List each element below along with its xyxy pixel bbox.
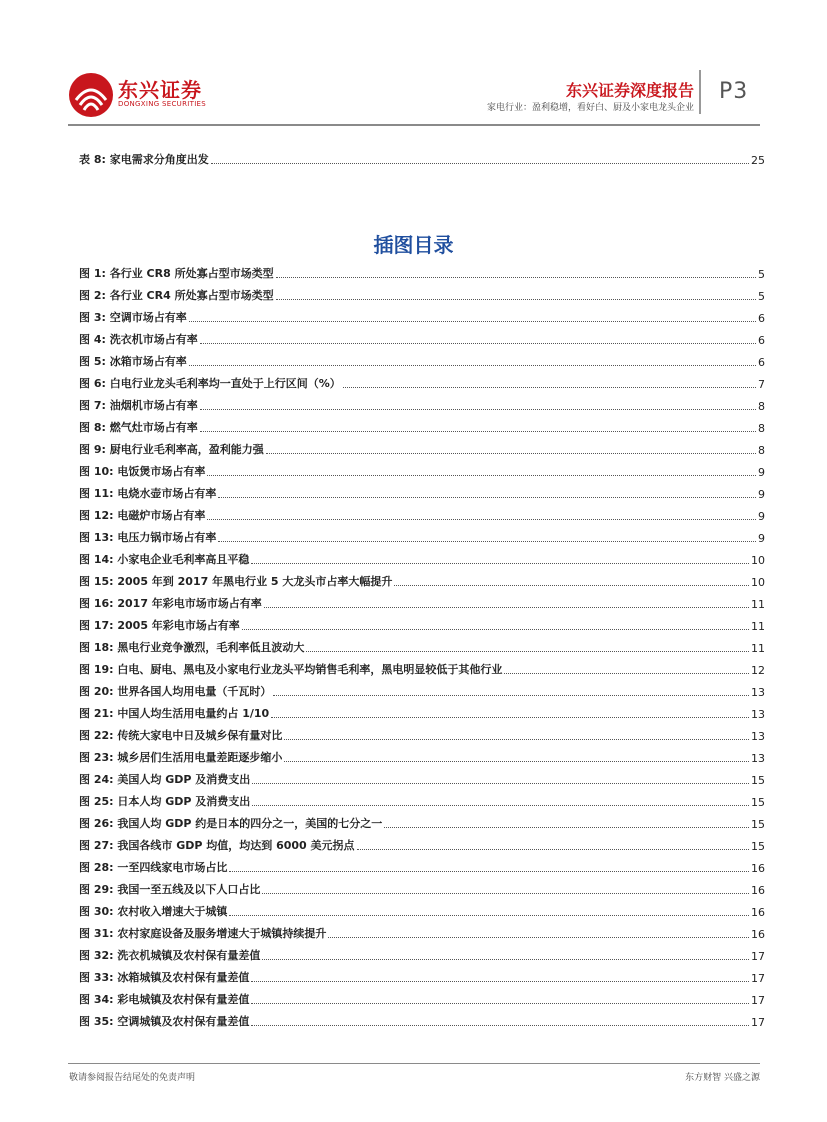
logo-chinese-name: 东兴证券 <box>118 78 202 102</box>
toc-entry-page: 15 <box>751 840 765 853</box>
toc-entry-page: 9 <box>758 510 765 523</box>
toc-figure-entry[interactable] <box>79 947 765 963</box>
toc-leader-dots <box>218 496 756 498</box>
toc-entry-page: 12 <box>751 664 765 677</box>
toc-entry-page: 11 <box>751 642 765 655</box>
toc-leader-dots <box>328 936 749 938</box>
footer-disclaimer: 敬请参阅报告结尾处的免责声明 <box>69 1073 196 1083</box>
toc-figure-entry[interactable] <box>79 991 765 1007</box>
figures-section-title: 插图目录 <box>373 233 454 257</box>
toc-leader-dots <box>200 430 756 432</box>
toc-figure-entry[interactable] <box>79 287 765 303</box>
toc-entry-label: 图 4: 洗衣机市场占有率 <box>79 333 198 346</box>
toc-entry-page: 17 <box>751 1016 765 1029</box>
toc-leader-dots <box>229 914 749 916</box>
toc-entry-label: 图 2: 各行业 CR4 所处寡占型市场类型 <box>79 289 274 302</box>
toc-figure-entry[interactable] <box>79 793 765 809</box>
toc-leader-dots <box>251 1002 749 1004</box>
toc-entry-page: 6 <box>758 312 765 325</box>
toc-entry-label: 图 16: 2017 年彩电市场市场占有率 <box>79 597 262 610</box>
toc-entry-label: 图 22: 传统大家电中日及城乡保有量对比 <box>79 729 283 742</box>
page-number: P3 <box>719 79 749 104</box>
toc-entry-label: 图 33: 冰箱城镇及农村保有量差值 <box>79 971 250 984</box>
toc-entry-page: 16 <box>751 862 765 875</box>
logo-english-name: DONGXING SECURITIES <box>118 100 207 108</box>
toc-leader-dots <box>251 980 749 982</box>
toc-leader-dots <box>357 848 749 850</box>
toc-leader-dots <box>273 694 749 696</box>
toc-figure-entry[interactable] <box>79 727 765 743</box>
toc-entry-page: 5 <box>758 290 765 303</box>
toc-entry-label: 图 10: 电饭煲市场占有率 <box>79 465 206 478</box>
toc-figure-entry[interactable] <box>79 331 765 347</box>
toc-leader-dots <box>384 826 749 828</box>
toc-entry-label: 图 34: 彩电城镇及农村保有量差值 <box>79 993 250 1006</box>
toc-figure-entry[interactable] <box>79 485 765 501</box>
toc-entry-label: 图 23: 城乡居们生活用电量差距逐步缩小 <box>79 751 283 764</box>
toc-entry-page: 7 <box>758 378 765 391</box>
toc-entry-page: 16 <box>751 884 765 897</box>
toc-entry-label: 图 32: 洗衣机城镇及农村保有量差值 <box>79 949 261 962</box>
toc-figure-entry[interactable] <box>79 859 765 875</box>
toc-leader-dots <box>252 782 749 784</box>
toc-entry-page: 17 <box>751 972 765 985</box>
toc-leader-dots <box>252 804 749 806</box>
toc-figure-entry[interactable] <box>79 595 765 611</box>
toc-figure-entry[interactable] <box>79 463 765 479</box>
toc-entry-label: 图 30: 农村收入增速大于城镇 <box>79 905 228 918</box>
toc-entry-label: 图 24: 美国人均 GDP 及消费支出 <box>79 773 251 786</box>
toc-entry-label: 图 25: 日本人均 GDP 及消费支出 <box>79 795 251 808</box>
toc-entry-page: 13 <box>751 686 765 699</box>
toc-leader-dots <box>200 408 756 410</box>
toc-leader-dots <box>251 562 749 564</box>
toc-leader-dots <box>276 298 756 300</box>
toc-figure-entry[interactable] <box>79 529 765 545</box>
toc-entry-page: 11 <box>751 598 765 611</box>
toc-leader-dots <box>200 342 756 344</box>
toc-figure-entry[interactable] <box>79 419 765 435</box>
toc-figure-entry[interactable] <box>79 815 765 831</box>
report-title: 东兴证券深度报告 <box>565 81 694 100</box>
toc-entry-label: 图 27: 我国各线市 GDP 均值，均达到 6000 美元拐点 <box>79 839 355 852</box>
footer-slogan: 东方财智 兴盛之源 <box>685 1073 760 1083</box>
toc-entry-page: 5 <box>758 268 765 281</box>
header-rule <box>68 124 760 126</box>
toc-entry-label: 图 26: 我国人均 GDP 约是日本的四分之一，美国的七分之一 <box>79 817 383 830</box>
toc-figure-entry[interactable] <box>79 881 765 897</box>
toc-entry-page: 9 <box>758 532 765 545</box>
toc-figure-entry[interactable] <box>79 683 765 699</box>
toc-leader-dots <box>262 958 749 960</box>
toc-entry-page: 8 <box>758 400 765 413</box>
toc-entry-page: 17 <box>751 994 765 1007</box>
toc-entry-label: 表 8: 家电需求分角度出发 <box>79 153 209 166</box>
toc-figure-entry[interactable] <box>79 617 765 633</box>
toc-entry-page: 10 <box>751 576 765 589</box>
toc-entry-page: 6 <box>758 356 765 369</box>
toc-entry-page: 8 <box>758 422 765 435</box>
toc-entry-label: 图 35: 空调城镇及农村保有量差值 <box>79 1015 250 1028</box>
company-logo <box>68 72 208 116</box>
footer-rule <box>68 1063 760 1064</box>
toc-leader-dots <box>284 760 749 762</box>
toc-figure-entry[interactable] <box>79 771 765 787</box>
toc-leader-dots <box>251 1024 749 1026</box>
toc-entry-page: 8 <box>758 444 765 457</box>
toc-entry-page: 15 <box>751 774 765 787</box>
toc-figure-entry[interactable] <box>79 661 765 677</box>
toc-figure-entry[interactable] <box>79 353 765 369</box>
toc-leader-dots <box>207 474 756 476</box>
toc-entry-label: 图 14: 小家电企业毛利率高且平稳 <box>79 553 250 566</box>
toc-leader-dots <box>189 364 756 366</box>
toc-entry-label: 图 28: 一至四线家电市场占比 <box>79 861 228 874</box>
toc-entry-label: 图 31: 农村家庭设备及服务增速大于城镇持续提升 <box>79 927 327 940</box>
toc-leader-dots <box>306 650 749 652</box>
toc-figure-entry[interactable] <box>79 903 765 919</box>
toc-figure-entry[interactable] <box>79 397 765 413</box>
toc-leader-dots <box>264 606 749 608</box>
toc-entry-label: 图 17: 2005 年彩电市场占有率 <box>79 619 240 632</box>
toc-entry-page: 15 <box>751 796 765 809</box>
toc-entry-label: 图 19: 白电、厨电、黑电及小家电行业龙头平均销售毛利率，黑电明显较低于其他行业 <box>79 663 503 676</box>
toc-figure-entry[interactable] <box>79 749 765 765</box>
toc-figure-entry[interactable] <box>79 265 765 281</box>
dongxing-logo-icon <box>68 72 114 118</box>
toc-figure-entry[interactable] <box>79 573 765 589</box>
toc-entry-label: 图 11: 电烧水壶市场占有率 <box>79 487 217 500</box>
toc-figure-entry[interactable] <box>79 639 765 655</box>
toc-entry-label: 图 20: 世界各国人均用电量（千瓦时） <box>79 685 272 698</box>
toc-leader-dots <box>343 386 756 388</box>
toc-entry-label: 图 9: 厨电行业毛利率高，盈利能力强 <box>79 443 264 456</box>
toc-entry-page: 13 <box>751 708 765 721</box>
toc-figure-entry[interactable] <box>79 507 765 523</box>
toc-leader-dots <box>394 584 749 586</box>
toc-entry-label: 图 12: 电磁炉市场占有率 <box>79 509 206 522</box>
toc-leader-dots <box>266 452 756 454</box>
toc-entry-page: 9 <box>758 488 765 501</box>
toc-entry-label: 图 18: 黑电行业竞争激烈，毛利率低且波动大 <box>79 641 305 654</box>
toc-figure-entry[interactable] <box>79 551 765 567</box>
toc-entry-page: 15 <box>751 818 765 831</box>
header-divider <box>699 70 701 114</box>
toc-leader-dots <box>276 276 756 278</box>
toc-entry-label: 图 13: 电压力锅市场占有率 <box>79 531 217 544</box>
toc-entry-label: 图 7: 油烟机市场占有率 <box>79 399 198 412</box>
toc-leader-dots <box>207 518 756 520</box>
toc-entry-label: 图 3: 空调市场占有率 <box>79 311 187 324</box>
toc-entry-label: 图 21: 中国人均生活用电量约占 1/10 <box>79 707 270 720</box>
toc-leader-dots <box>242 628 749 630</box>
toc-figure-entry[interactable] <box>79 969 765 985</box>
toc-figure-entry[interactable] <box>79 925 765 941</box>
toc-entry-page: 17 <box>751 950 765 963</box>
toc-figure-entry[interactable] <box>79 375 765 391</box>
toc-entry-page: 25 <box>751 154 765 167</box>
toc-entry-page: 10 <box>751 554 765 567</box>
toc-leader-dots <box>284 738 749 740</box>
toc-entry-label: 图 29: 我国一至五线及以下人口占比 <box>79 883 261 896</box>
toc-entry-page: 16 <box>751 928 765 941</box>
toc-figure-entry[interactable] <box>79 441 765 457</box>
toc-entry-page: 13 <box>751 752 765 765</box>
toc-leader-dots <box>262 892 749 894</box>
toc-entry-label: 图 5: 冰箱市场占有率 <box>79 355 187 368</box>
toc-leader-dots <box>504 672 749 674</box>
toc-entry-label: 图 1: 各行业 CR8 所处寡占型市场类型 <box>79 267 274 280</box>
toc-figure-entry[interactable] <box>79 837 765 853</box>
report-subtitle: 家电行业：盈利稳增，看好白、厨及小家电龙头企业 <box>486 103 694 113</box>
toc-figure-entry[interactable] <box>79 705 765 721</box>
toc-entry-page: 9 <box>758 466 765 479</box>
toc-leader-dots <box>211 162 749 164</box>
toc-entry-page: 16 <box>751 906 765 919</box>
toc-leader-dots <box>229 870 749 872</box>
toc-entry-page: 11 <box>751 620 765 633</box>
toc-figure-entry[interactable] <box>79 1013 765 1029</box>
toc-entry-label: 图 15: 2005 年到 2017 年黑电行业 5 大龙头市占率大幅提升 <box>79 575 393 588</box>
toc-figure-entry[interactable] <box>79 309 765 325</box>
toc-entry-page: 13 <box>751 730 765 743</box>
toc-entry-label: 图 6: 白电行业龙头毛利率均一直处于上行区间（%） <box>79 377 341 390</box>
toc-table-entry[interactable] <box>79 151 765 167</box>
toc-leader-dots <box>271 716 749 718</box>
toc-leader-dots <box>218 540 756 542</box>
toc-leader-dots <box>189 320 756 322</box>
toc-entry-page: 6 <box>758 334 765 347</box>
toc-entry-label: 图 8: 燃气灶市场占有率 <box>79 421 198 434</box>
